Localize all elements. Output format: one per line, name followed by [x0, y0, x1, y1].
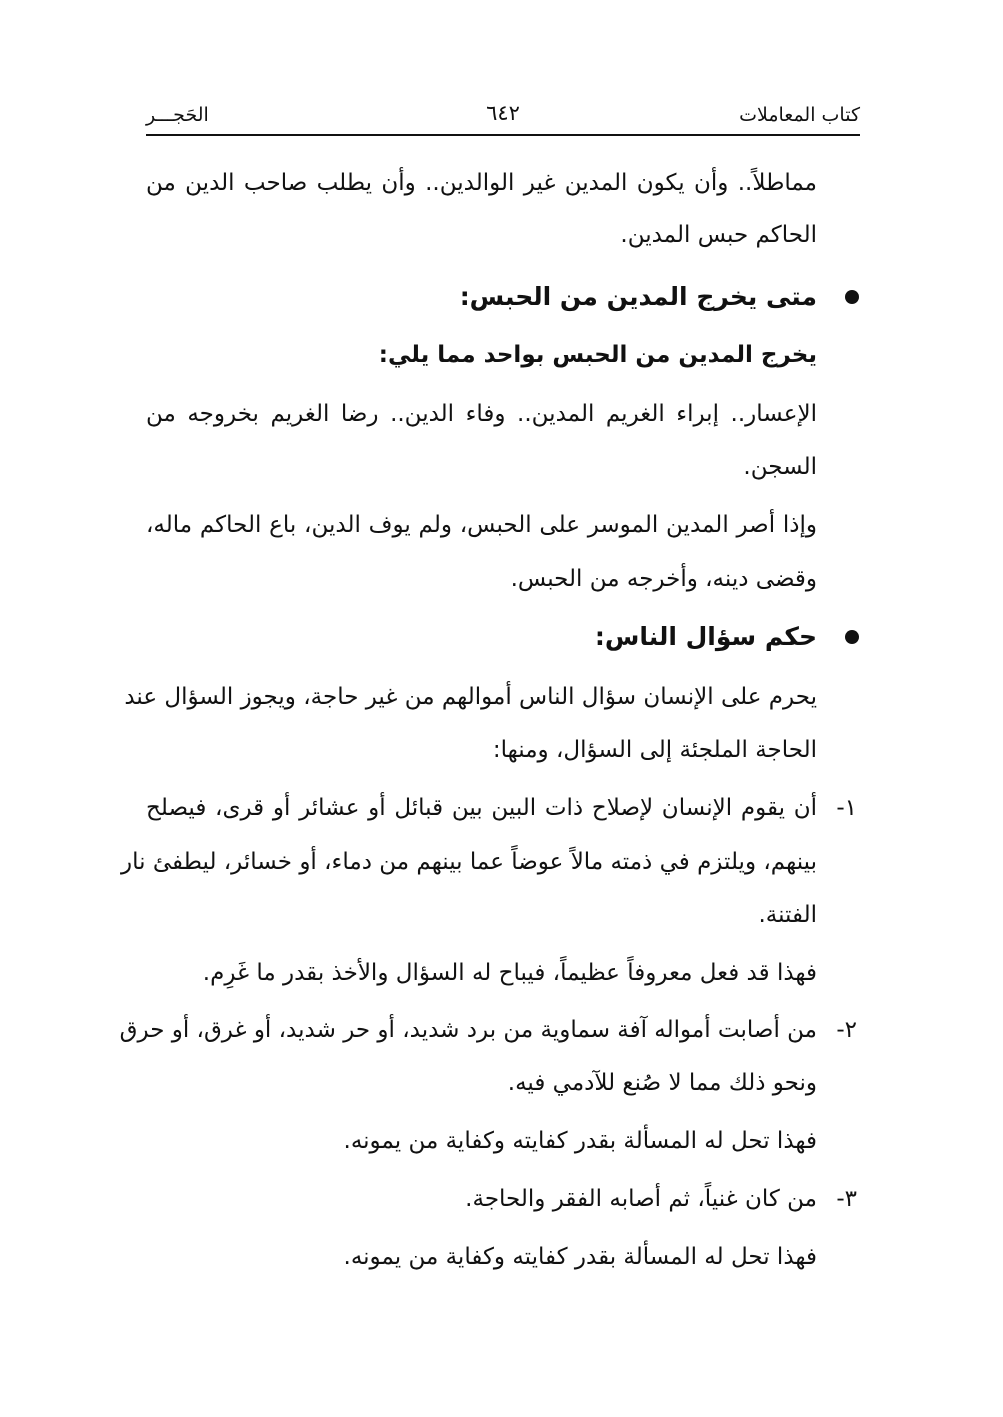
page-header — [146, 100, 860, 136]
paragraph-line: الحاجة الملجئة إلى السؤال، ومنها: — [492, 737, 817, 763]
list-item-line: ونحو ذلك مما لا صُنع للآدمي فيه. — [507, 1070, 817, 1096]
list-item-line: من كان غنياً، ثم أصابه الفقر والحاجة. — [465, 1186, 817, 1212]
paragraph-line: الإعسار.. إبراء الغريم المدين.. وفاء الدين.. رضا الغريم بخروجه من — [146, 401, 817, 427]
list-item-result: فهذا تحل له المسألة بقدر كفايته وكفاية من يمونه. — [343, 1244, 817, 1270]
paragraph-line: وقضى دينه، وأخرجه من الحبس. — [510, 566, 817, 592]
list-number: ١- — [836, 795, 857, 821]
section-title: الحَجـــر — [146, 104, 209, 126]
list-item-line: من أصابت أمواله آفة سماوية من برد شديد، أو حر شديد، أو غرق، أو حرق — [119, 1017, 817, 1043]
bullet-icon — [845, 630, 859, 644]
section-heading: حكم سؤال الناس: — [594, 622, 817, 651]
paragraph-line: الحاكم حبس المدين. — [620, 222, 817, 248]
list-number: ٣- — [836, 1186, 857, 1212]
list-item-result: فهذا تحل له المسألة بقدر كفايته وكفاية من يمونه. — [343, 1128, 817, 1154]
section-heading: متى يخرج المدين من الحبس: — [459, 282, 817, 311]
list-item-line: بينهم، ويلتزم في ذمته مالاً عوضاً عما بينهم من دماء، أو خسائر، ليطفئ نار — [121, 849, 817, 875]
subheading: يخرج المدين من الحبس بواحد مما يلي: — [378, 342, 817, 368]
list-item-line: الفتنة. — [758, 902, 817, 928]
bullet-icon — [845, 290, 859, 304]
list-number: ٢- — [836, 1017, 857, 1043]
paragraph-line: مماطلاً.. وأن يكون المدين غير الوالدين.. وأن يطلب صاحب الدين من — [146, 170, 817, 196]
list-item-line: أن يقوم الإنسان لإصلاح ذات البين بين قبائل أو عشائر أو قرى، فيصلح — [146, 795, 817, 821]
list-item-result: فهذا قد فعل معروفاً عظيماً، فيباح له السؤال والأخذ بقدر ما غَرِم. — [202, 960, 817, 986]
paragraph-line: وإذا أصر المدين الموسر على الحبس، ولم يوف الدين، باع الحاكم ماله، — [146, 512, 817, 538]
book-title: كتاب المعاملات — [739, 104, 860, 126]
paragraph-line: السجن. — [743, 454, 817, 480]
page-number: ٦٤٢ — [486, 101, 520, 125]
paragraph-line: يحرم على الإنسان سؤال الناس أموالهم من غير حاجة، ويجوز السؤال عند — [124, 684, 817, 710]
